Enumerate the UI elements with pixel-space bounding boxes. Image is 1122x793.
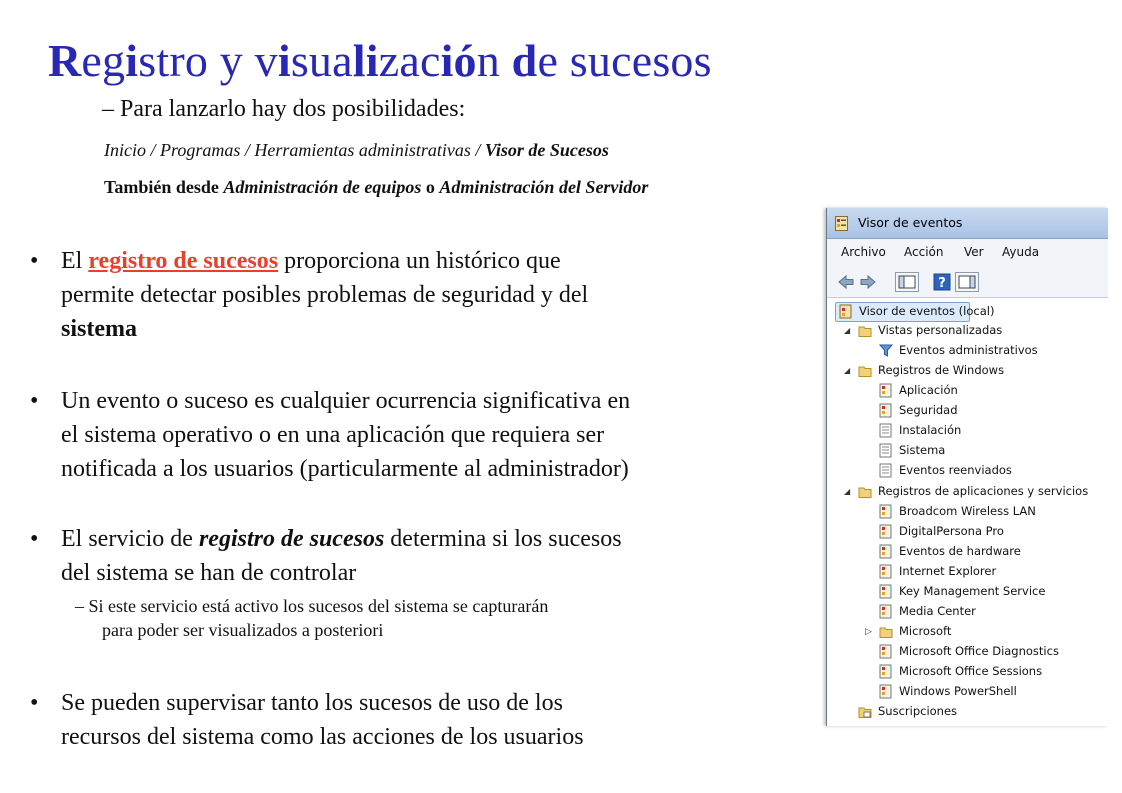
launch-alternative: También desde Administración de equipos o Administración del Servidor [104, 177, 649, 197]
slide-title: Registro y visualización de sucesos [48, 35, 712, 86]
window-titlebar[interactable] [827, 208, 1108, 239]
event-log-link[interactable]: registro de sucesos [88, 248, 279, 274]
menu-ver[interactable]: Ver [964, 245, 984, 259]
service-note-line2: para poder ser visualizados a posteriori [102, 620, 384, 640]
log-icon [879, 684, 893, 699]
forward-arrow-icon[interactable] [859, 273, 877, 291]
bullet-log-service: • El servicio de registro de sucesos determina si los sucesos del sistema se han de controlar [30, 522, 830, 590]
log-icon [879, 604, 893, 619]
log-icon [879, 564, 893, 579]
expand-arrow-icon[interactable]: ◢ [844, 326, 851, 335]
log-icon [879, 584, 893, 599]
bullet-dot: • [30, 690, 39, 716]
back-arrow-icon[interactable] [837, 273, 855, 291]
launch-intro: – Para lanzarlo hay dos posibilidades: [102, 96, 466, 122]
folder-icon [858, 363, 872, 378]
log-icon [879, 644, 893, 659]
event-viewer-app-icon [835, 216, 848, 231]
bullet-event-log: • El registro de sucesos proporciona un histórico que permite detectar posibles problemas de seguridad y del sistema [30, 244, 830, 346]
bullet-dot: • [30, 248, 39, 274]
service-note-line1: – Si este servicio está activo los sucesos del sistema se capturarán [75, 596, 549, 616]
svg-text:?: ? [938, 276, 946, 291]
log-plain-icon [879, 463, 893, 478]
window-title: Visor de eventos [858, 215, 963, 230]
event-viewer-icon [839, 304, 853, 319]
log-icon [879, 403, 893, 418]
console-tree-icon[interactable] [895, 272, 919, 292]
help-icon[interactable] [933, 273, 951, 291]
folder-icon [858, 323, 872, 338]
menu-archivo[interactable]: Archivo [841, 245, 886, 259]
menu-accion[interactable]: Acción [904, 245, 944, 259]
menu-bar [827, 239, 1108, 267]
bullet-event-definition: • Un evento o suceso es cualquier ocurrencia significativa en el sistema operativo o en una aplicación que requiera ser notificada a los usuarios (particularmente al administrador) [30, 384, 830, 486]
action-pane-icon[interactable] [955, 272, 979, 292]
menu-ayuda[interactable]: Ayuda [1002, 245, 1040, 259]
tree-node-root[interactable]: Visor de eventos (local) [835, 302, 970, 322]
toolbar [827, 267, 1108, 298]
bullet-dot: • [30, 526, 39, 552]
log-plain-icon [879, 423, 893, 438]
launch-path: Inicio / Programas / Herramientas administrativas / Visor de Sucesos [104, 140, 609, 160]
collapse-arrow-icon[interactable]: ▷ [865, 627, 872, 637]
bullet-dot: • [30, 388, 39, 414]
navigation-tree: Visor de eventos (local) ◢ Vistas personalizadas Eventos administrativos ◢ Registros de Windows Aplicación Seguridad Instalación Sistema Eventos reenviados ◢ Registros de aplicaciones y servicios Broadcom Wireless LAN DigitalPersona Pro Eventos de hardware Internet Explorer Key Management Service Media Center ▷ Microsoft Microsoft Office Diagnostics Microsoft Office Sessions Windows PowerShell Suscripciones [827, 299, 1108, 726]
filter-icon [879, 343, 893, 358]
log-icon [879, 664, 893, 679]
folder-icon [879, 624, 893, 639]
log-plain-icon [879, 443, 893, 458]
log-icon [879, 504, 893, 519]
expand-arrow-icon[interactable]: ◢ [844, 366, 851, 375]
subscriptions-folder-icon [858, 704, 872, 719]
folder-icon [858, 484, 872, 499]
event-viewer-window [826, 208, 1108, 726]
log-icon [879, 524, 893, 539]
bullet-supervision: • Se pueden supervisar tanto los sucesos de uso de los recursos del sistema como las acciones de los usuarios [30, 686, 830, 754]
log-icon [879, 383, 893, 398]
log-icon [879, 544, 893, 559]
expand-arrow-icon[interactable]: ◢ [844, 487, 851, 496]
